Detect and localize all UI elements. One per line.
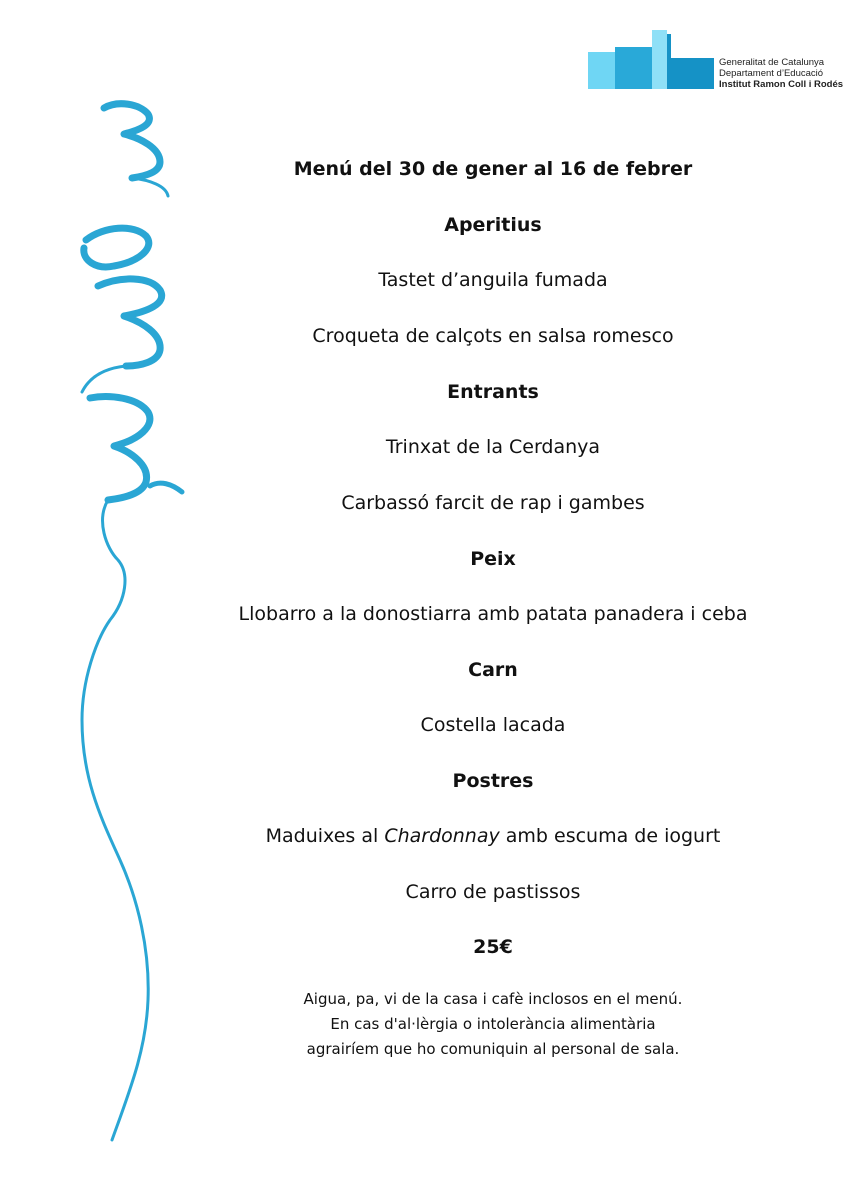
institution-logo (588, 28, 844, 94)
section-heading-peix: Peix (470, 548, 516, 570)
dessert-1-start: Maduixes al (265, 825, 385, 847)
section-heading-postres: Postres (452, 770, 534, 792)
note-line: Aigua, pa, vi de la casa i cafè inclosos en el menú. (303, 990, 683, 1008)
dessert-1-italic: Chardonnay (384, 825, 500, 847)
building-logo-icon (588, 28, 714, 92)
dessert-1-end: amb escuma de iogurt (499, 825, 721, 847)
menu-item: Llobarro a la donostiarra amb patata panadera i ceba (238, 603, 748, 625)
menu-item: Croqueta de calçots en salsa romesco (312, 325, 674, 347)
note-line: En cas d'al·lèrgia o intolerància alimentària (330, 1015, 656, 1033)
logo-text (719, 57, 843, 90)
menu-item: Tastet d’anguila fumada (378, 269, 608, 291)
section-heading-entrants: Entrants (447, 381, 539, 403)
menu-item: Costella lacada (420, 714, 566, 736)
menu-item: Carbassó farcit de rap i gambes (341, 492, 645, 514)
menu-price: 25€ (473, 936, 513, 958)
menu-item: Carro de pastissos (405, 881, 581, 903)
logo-line-3: Institut Ramon Coll i Rodés (719, 79, 844, 90)
menu-notes (190, 987, 796, 1062)
section-heading-aperitius: Aperitius (444, 214, 542, 236)
menu-item: Trinxat de la Cerdanya (385, 436, 601, 458)
logo-line-2: Departament d’Educació (719, 68, 824, 79)
note-line: agrairíem que ho comuniquin al personal de sala. (306, 1040, 680, 1058)
menu-title: Menú del 30 de gener al 16 de febrer (293, 158, 693, 180)
section-heading-carn: Carn (468, 659, 518, 681)
menu-item-dessert-1 (190, 824, 796, 848)
logo-line-1: Generalitat de Catalunya (719, 57, 825, 68)
